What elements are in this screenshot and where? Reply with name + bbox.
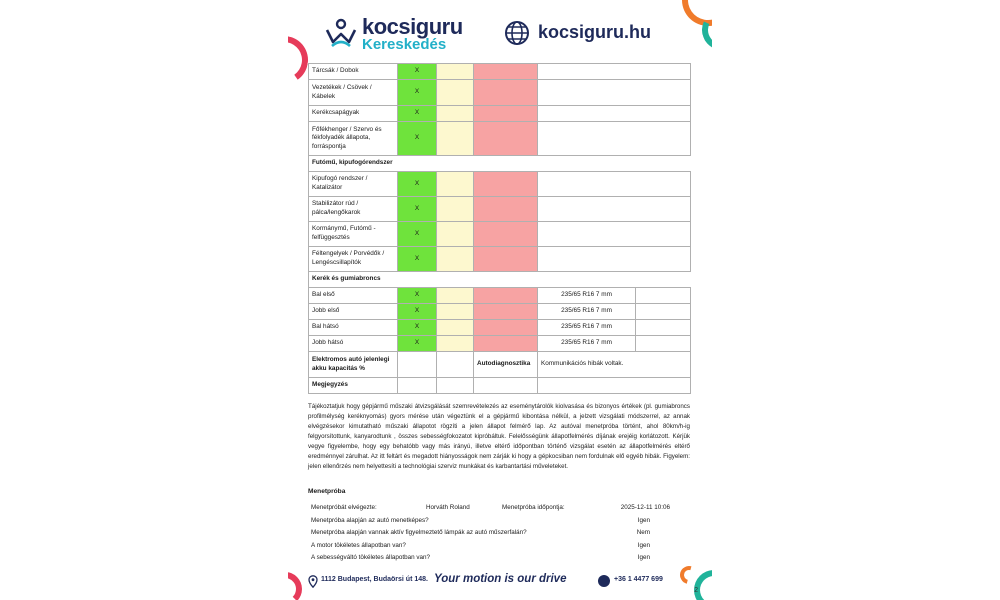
warn-cell (437, 304, 474, 320)
warn-cell (437, 122, 474, 156)
autodiag-value: Kommunikációs hibák voltak. (538, 352, 691, 378)
battery-value (398, 352, 437, 378)
ok-cell: X (398, 197, 437, 222)
ok-cell: X (398, 64, 437, 80)
question: Menetpróba alapján az autó menetképes? (311, 516, 429, 524)
note-value (538, 378, 691, 394)
table-row (309, 320, 691, 336)
test-drive-title: Menetpróba (308, 488, 346, 495)
disclaimer-text: Tájékoztatjuk hogy gépjármű műszaki átvizsgálását szemrevételezés az eseménytárolók kiolvasása és bizonyos értékek (pl. gumiabroncs profilmélység keréknyomás) gyors mérése után végeztünk el a gépjármű kibontása nélkül, a jelzett vizsgálati módszerrel, az annak elvégzésekor kimutatható műszaki állapotot rögzíti a jelen állapot felmérő lap. Az autóval menetpróba történt, ahol 80km/h-ig felgyorsítottunk, kanyarodtunk , összes sebességfokozatot kipróbáltuk. Felelősségünk állapotfelmérés díjának erejéig korlátozott. Kérjük vegye figyelembe, hogy egy behatóbb vagy más irányú, illetve eltérő időpontban történő vizsgálat esetén az állapotfelmérés eltérő eredménnyel zárulhat. Az itt feltárt és megadott hiányosságok nem zárják ki hogy a gépkocsiban nem fordulnak elő egyéb hibák. Figyelem: jelen ellenőrzés nem helyettesíti a technológiai szerviz munkákat és karbantartási műveleteket. (308, 403, 690, 471)
comment-cell (538, 80, 691, 106)
date-value: 2025-12-11 10:06 (620, 504, 670, 511)
note-empty (398, 378, 437, 394)
row-label: Féltengelyek / Porvédők / Lengéscsillapítók (309, 247, 398, 272)
report-page (288, 0, 712, 600)
list-item (308, 517, 690, 530)
row-label: Kormánymű, Futómű - felfüggesztés (309, 222, 398, 247)
ok-cell: X (398, 320, 437, 336)
comment-cell (538, 172, 691, 197)
section-title: Futómű, kipufogórendszer (309, 156, 691, 172)
warn-cell (437, 64, 474, 80)
inspection-table (308, 63, 691, 394)
ok-cell: X (398, 80, 437, 106)
test-drive-meta (308, 504, 690, 517)
table-row (309, 304, 691, 320)
brand-mark-icon (324, 16, 358, 50)
warn-cell (437, 288, 474, 304)
note-row (309, 378, 691, 394)
table-row (309, 122, 691, 156)
battery-label: Elektromos autó jelenlegi akku kapacitás % (309, 352, 398, 378)
warn-cell (437, 320, 474, 336)
question: Menetpróba alapján vannak aktív figyelmeztető lámpák az autó műszerfalán? (311, 529, 527, 536)
tyre-size: 235/65 R16 7 mm (538, 336, 636, 352)
location-pin-icon (308, 575, 318, 588)
section-header (309, 272, 691, 288)
bad-cell (474, 222, 538, 247)
table-row (309, 80, 691, 106)
brand-subtitle: Kereskedés (362, 36, 447, 53)
table-row (309, 106, 691, 122)
ok-cell: X (398, 288, 437, 304)
section-header (309, 156, 691, 172)
table-row (309, 64, 691, 80)
row-label: Jobb első (309, 304, 398, 320)
list-item (308, 554, 690, 567)
table-row (309, 288, 691, 304)
globe-icon (504, 20, 530, 46)
comment-cell (538, 64, 691, 80)
comment-cell (636, 320, 691, 336)
note-empty (437, 378, 474, 394)
warn-cell (437, 172, 474, 197)
table-row (309, 172, 691, 197)
ok-cell: X (398, 172, 437, 197)
brand-logo (324, 12, 474, 56)
bad-cell (474, 106, 538, 122)
warn-cell (437, 80, 474, 106)
phone-icon (598, 575, 610, 587)
answer: Igen (637, 541, 650, 549)
battery-row (309, 352, 691, 378)
list-item (308, 529, 690, 542)
bad-cell (474, 247, 538, 272)
tyre-size: 235/65 R16 7 mm (538, 304, 636, 320)
comment-cell (538, 122, 691, 156)
note-label: Megjegyzés (309, 378, 398, 394)
bad-cell (474, 336, 538, 352)
date-label: Menetpróba időpontja: (502, 504, 565, 511)
bad-cell (474, 122, 538, 156)
warn-cell (437, 106, 474, 122)
ok-cell: X (398, 304, 437, 320)
answer: Igen (637, 554, 650, 561)
footer-slogan: Your motion is our drive (434, 573, 567, 585)
tyre-size: 235/65 R16 7 mm (538, 288, 636, 304)
answer: Igen (637, 516, 650, 524)
question: A motor tökéletes állapotban van? (311, 541, 406, 549)
performed-by-label: Menetpróbát elvégezte: (311, 504, 377, 511)
table-row (309, 336, 691, 352)
bad-cell (474, 172, 538, 197)
tyre-size: 235/65 R16 7 mm (538, 320, 636, 336)
ok-cell: X (398, 106, 437, 122)
row-label: Stabilizátor rúd / pálca/lengőkarok (309, 197, 398, 222)
test-drive-block (308, 504, 690, 567)
note-empty (474, 378, 538, 394)
bad-cell (474, 320, 538, 336)
comment-cell (538, 222, 691, 247)
warn-cell (437, 222, 474, 247)
page-number: 2 (694, 587, 698, 594)
ok-cell: X (398, 336, 437, 352)
row-label: Kerékcsapágyak (309, 106, 398, 122)
bad-cell (474, 288, 538, 304)
section-title: Kerék és gumiabroncs (309, 272, 691, 288)
comment-cell (538, 106, 691, 122)
ok-cell: X (398, 122, 437, 156)
row-label: Tárcsák / Dobok (309, 64, 398, 80)
row-label: Bal hátsó (309, 320, 398, 336)
row-label: Bal első (309, 288, 398, 304)
website-url: kocsiguru.hu (538, 22, 652, 42)
comment-cell (636, 304, 691, 320)
table-row (309, 222, 691, 247)
table-row (309, 247, 691, 272)
list-item (308, 542, 690, 555)
ok-cell: X (398, 247, 437, 272)
page-header (324, 12, 682, 56)
question: A sebességváltó tökéletes állapotban van? (311, 554, 431, 561)
bad-cell (474, 304, 538, 320)
bad-cell (474, 64, 538, 80)
decor-arc-red-bottom (288, 572, 302, 600)
footer-address: 1112 Budapest, Budaörsi út 148. (321, 576, 428, 583)
ok-cell: X (398, 222, 437, 247)
comment-cell (538, 197, 691, 222)
performed-by-value: Horváth Roland (426, 504, 470, 511)
comment-cell (538, 247, 691, 272)
autodiag-label: Autodiagnosztika (474, 352, 538, 378)
table-row (309, 197, 691, 222)
row-label: Vezetékek / Csövek / Kábelek (309, 80, 398, 106)
row-label: Jobb hátsó (309, 336, 398, 352)
bad-cell (474, 197, 538, 222)
page-footer (308, 572, 692, 592)
warn-cell (437, 247, 474, 272)
footer-phone: +36 1 4477 699 (614, 576, 663, 583)
row-label: Kipufogó rendszer / Katalizátor (309, 172, 398, 197)
warn-cell (437, 197, 474, 222)
comment-cell (636, 336, 691, 352)
comment-cell (636, 288, 691, 304)
battery-empty (437, 352, 474, 378)
brand-name: kocsiguru (362, 14, 463, 39)
row-label: Főfékhenger / Szervo és fékfolyadék állapota, forráspontja (309, 122, 398, 156)
warn-cell (437, 336, 474, 352)
bad-cell (474, 80, 538, 106)
answer: Nem (636, 529, 650, 536)
